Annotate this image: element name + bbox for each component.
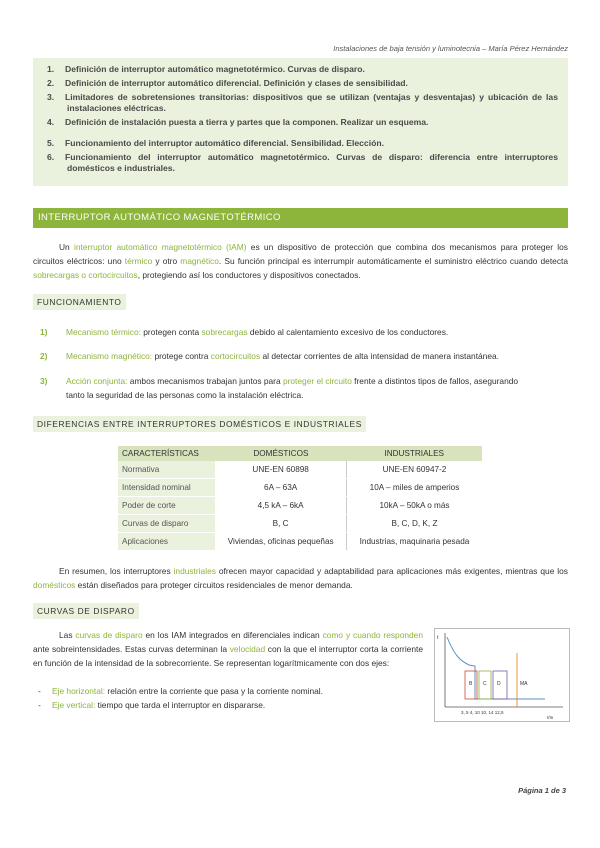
topic-item: 4. Definición de instalación puesta a tierra y partes que la componen. Realizar un esquema. [47, 117, 429, 127]
table-row: Normativa UNE-EN 60898 UNE-EN 60947-2 [118, 461, 482, 479]
comparison-table [118, 446, 482, 551]
topic-item: 3. Limitadores de sobretensiones transitorias: dispositivos que se utilizan (ventajas y desventajas) y ubicación de las instalaciones eléctricas. [47, 92, 558, 113]
diferencias-heading: DIFERENCIAS ENTRE INTERRUPTORES DOMÉSTICOS E INDUSTRIALES [33, 416, 366, 432]
topic-item: 5. Funcionamiento del interruptor automático diferencial. Sensibilidad. Elección. [47, 138, 384, 148]
header-title: Instalaciones de baja tensión y luminotecnia – María Pérez Hernández [333, 44, 568, 53]
curvas-heading: CURVAS DE DISPARO [33, 603, 139, 619]
x-tick-labels: 3, 5 4, 10 10, 14 12,5 [461, 710, 504, 715]
y-axis-label: t [437, 635, 439, 641]
curvas-paragraph: Las curvas de disparo en los IAM integrados en diferenciales indican como y cuando responden ante sobreintensidades. Estas curvas determinan la velocidad con la que el interruptor corta la corriente en función de la intensidad de la sobrecorriente. Se representan logarítmicamente con dos ejes: [33, 630, 423, 668]
list-item: - Eje horizontal: relación entre la corriente que pasa y la corriente nominal. [38, 686, 323, 696]
curve-label: C [483, 681, 487, 687]
topic-item: 6. Funcionamiento del interruptor automático magnetotérmico. Curvas de disparo: diferencia entre interruptores domésticos e industriales. [47, 152, 558, 173]
funcionamiento-heading: FUNCIONAMIENTO [33, 294, 126, 310]
curve-label: D [497, 681, 501, 687]
intro-paragraph: Un interruptor automático magnetotérmico (IAM) es un dispositivo de protección que combina dos mecanismos para proteger los circuitos eléctricos: uno térmico y otro magnético. Su función principal es interrumpir automáticamente el suministro eléctrico cuando detecta sobrecargas o cortocircuitos, protegiendo así los conductores y dispositivos conectados. [33, 242, 568, 280]
curve-label: MA [520, 681, 528, 687]
list-item: 2) Mecanismo magnético: protege contra cortocircuitos al detectar corrientes de alta intensidad de manera instantánea. [40, 351, 499, 361]
list-item: - Eje vertical: tiempo que tarda el interruptor en dispararse. [38, 700, 266, 710]
table-row: Intensidad nominal 6A – 63A 10A – miles de amperios [118, 479, 482, 497]
list-item: 3) Acción conjunta: ambos mecanismos trabajan juntos para proteger el circuito frente a distintos tipos de fallos, asegurando tanto la seguridad de las personas como la instalación eléctrica. [40, 376, 519, 400]
table-header: INDUSTRIALES [346, 446, 482, 461]
curve-blue [447, 637, 545, 699]
table-row: Aplicaciones Viviendas, oficinas pequeñas Industrias, maquinaria pesada [118, 533, 482, 551]
curve-label: B [469, 681, 473, 687]
topic-item: 1. Definición de interruptor automático magnetotérmico. Curvas de disparo. [47, 64, 365, 74]
table-header: CARACTERÍSTICAS [118, 446, 215, 461]
resumen-paragraph: En resumen, los interruptores industriales ofrecen mayor capacidad y adaptabilidad para aplicaciones más exigentes, mientras que los domésticos están diseñados para proteger circuitos residenciales de menor demanda. [33, 566, 568, 590]
section-title: INTERRUPTOR AUTOMÁTICO MAGNETOTÉRMICO [33, 208, 568, 228]
table-row: Poder de corte 4,5 kA – 6kA 10kA – 50kA o más [118, 497, 482, 515]
trip-curve-chart [434, 628, 570, 722]
x-axis-unit: I/In [547, 715, 554, 720]
list-item: 1) Mecanismo térmico: protegen conta sobrecargas debido al calentamiento excesivo de los conductores. [40, 327, 449, 337]
page-number: Página 1 de 3 [518, 786, 566, 795]
topic-item: 2. Definición de interruptor automático diferencial. Definición y clases de sensibilidad. [47, 78, 408, 88]
curvas-bullets [38, 684, 323, 712]
table-row: Curvas de disparo B, C B, C, D, K, Z [118, 515, 482, 533]
topics-box [33, 58, 568, 186]
table-header: DOMÉSTICOS [215, 446, 346, 461]
